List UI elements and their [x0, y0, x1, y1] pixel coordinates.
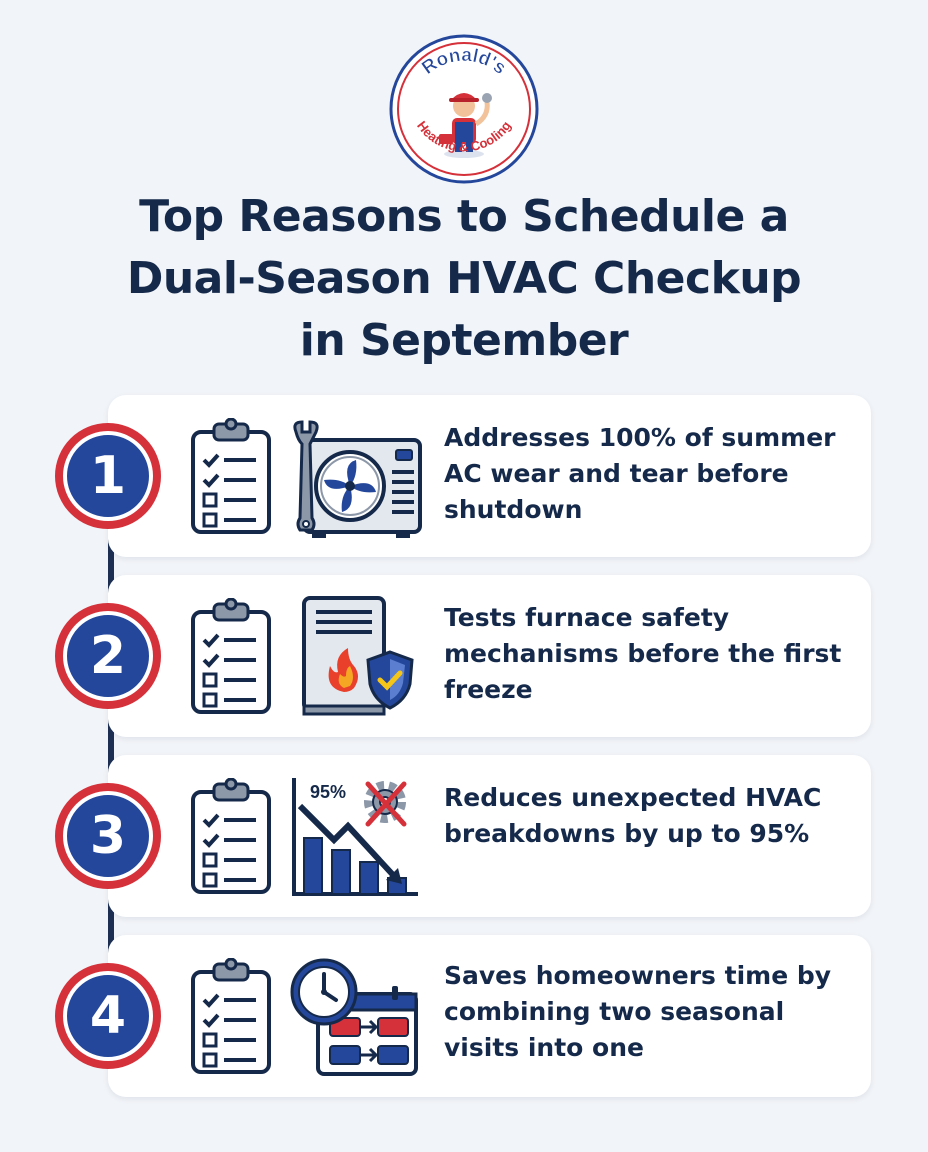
badge-number: 3 — [63, 791, 153, 881]
logo-top-text: Ronald's — [418, 44, 511, 80]
badge-number: 2 — [63, 611, 153, 701]
timeline-connector — [108, 475, 114, 1020]
clipboard-checklist-icon — [190, 778, 272, 896]
clipboard-checklist-icon — [190, 958, 272, 1076]
number-badge-1 — [55, 423, 161, 529]
title-line-2: Dual-Season HVAC Checkup — [126, 253, 802, 304]
page-title — [0, 186, 928, 372]
badge-number: 4 — [63, 971, 153, 1061]
reason-text-1: Addresses 100% of summer AC wear and tear before shutdown — [444, 423, 836, 524]
number-badge-3 — [55, 783, 161, 889]
downtrend-chart-icon — [290, 776, 422, 904]
furnace-shield-icon — [290, 596, 422, 724]
company-logo — [389, 34, 539, 184]
number-badge-4 — [55, 963, 161, 1069]
clipboard-checklist-icon — [190, 418, 272, 536]
logo-bottom-text: Heating & Cooling — [414, 118, 514, 155]
title-line-1: Top Reasons to Schedule a — [139, 191, 789, 242]
clipboard-checklist-icon — [190, 598, 272, 716]
ac-unit-wrench-icon — [290, 420, 422, 548]
title-line-3: in September — [299, 315, 629, 366]
reason-text-4: Saves homeowners time by combining two seasonal visits into one — [444, 961, 832, 1062]
badge-number: 1 — [63, 431, 153, 521]
reason-text-3: Reduces unexpected HVAC breakdowns by up to 95% — [444, 783, 822, 848]
reason-text-2: Tests furnace safety mechanisms before the first freeze — [444, 603, 842, 704]
number-badge-2 — [55, 603, 161, 709]
clock-calendar-icon — [290, 956, 422, 1084]
chart-percent-label: 95% — [310, 782, 347, 802]
